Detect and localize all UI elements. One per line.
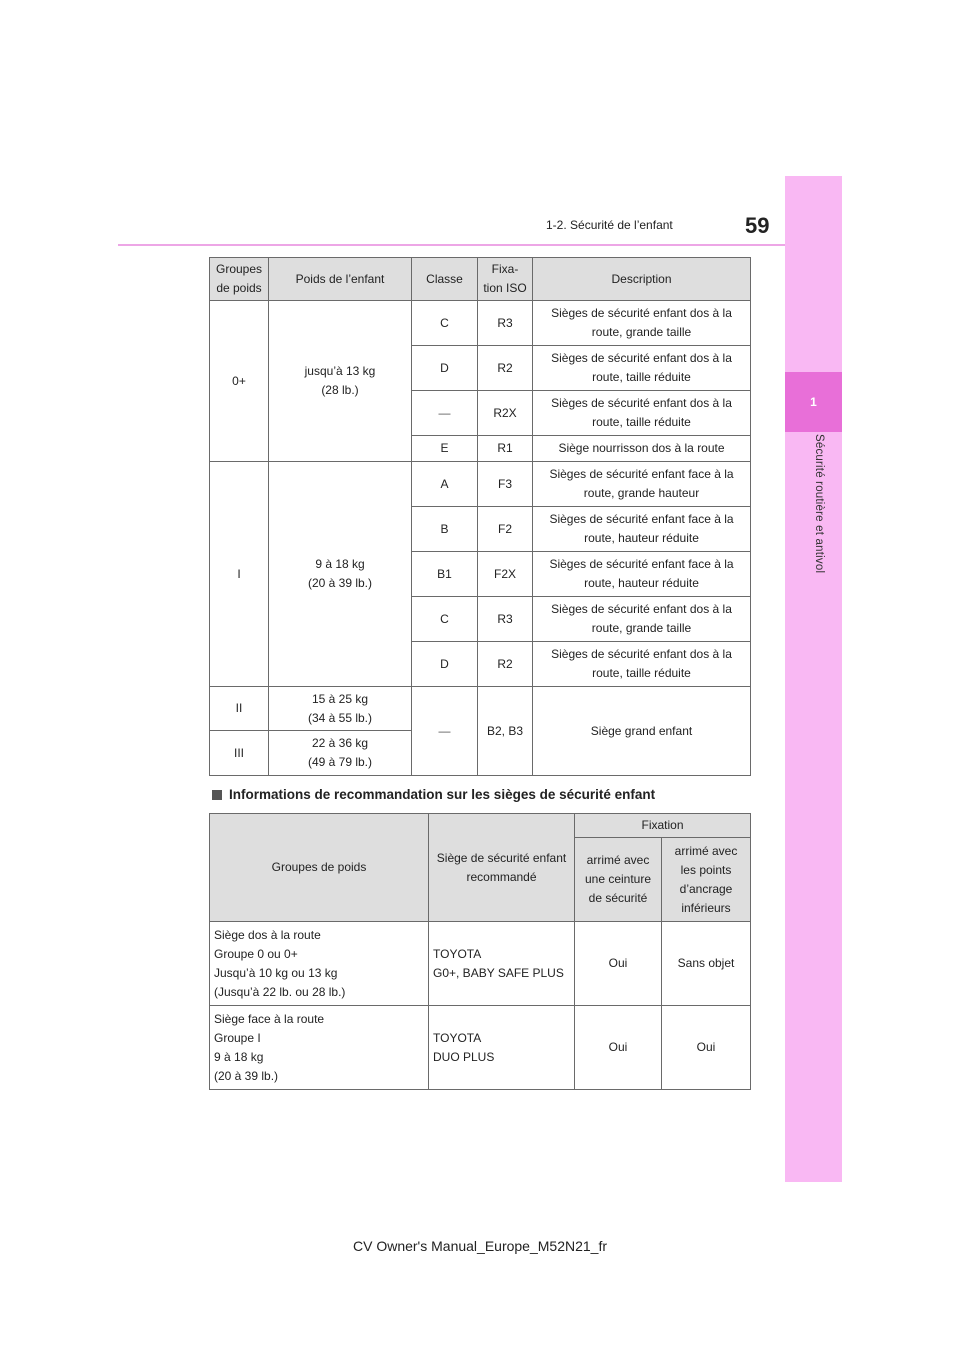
iso-cell: R2X	[478, 391, 533, 436]
table-row	[210, 301, 751, 346]
belt-cell: Oui	[575, 1006, 662, 1090]
table-row	[210, 687, 751, 731]
classe-cell: —	[412, 391, 478, 436]
chapter-number: 1	[810, 395, 817, 409]
chapter-title: Sécurité routière et antivol	[813, 434, 825, 574]
header-groupes: Groupes de poids	[210, 258, 269, 301]
seat-cell	[429, 1006, 575, 1090]
description-cell: Siège nourrisson dos à la route	[533, 436, 751, 462]
group-line: Jusqu’à 10 kg ou 13 kg	[214, 965, 338, 980]
classe-cell: —	[412, 687, 478, 776]
group-line: Groupe 0 ou 0+	[214, 946, 298, 961]
footer-text: CV Owner's Manual_Europe_M52N21_fr	[352, 1238, 608, 1254]
weight-cell: jusqu’à 13 kg (28 lb.)	[269, 301, 412, 462]
table-row	[210, 922, 751, 1006]
group-cell: 0+	[210, 301, 269, 462]
seat-line: DUO PLUS	[433, 1049, 495, 1064]
header-fixation: Fixation	[575, 814, 751, 838]
iso-cell: F3	[478, 462, 533, 507]
iso-cell: F2	[478, 507, 533, 552]
seat-line: TOYOTA	[433, 1030, 482, 1045]
group-cell: I	[210, 462, 269, 687]
description-cell: Sièges de sécurité enfant face à la route, hauteur réduite	[533, 507, 751, 552]
classe-cell: C	[412, 301, 478, 346]
header-fixation-iso: Fixa- tion ISO	[478, 258, 533, 301]
description-cell: Sièges de sécurité enfant face à la route, grande hauteur	[533, 462, 751, 507]
seat-line: G0+, BABY SAFE PLUS	[433, 965, 564, 980]
classe-cell: B1	[412, 552, 478, 597]
belt-cell: Oui	[575, 922, 662, 1006]
table-row	[210, 462, 751, 507]
group-cell: III	[210, 731, 269, 776]
description-cell: Sièges de sécurité enfant dos à la route, grande taille	[533, 301, 751, 346]
section-title	[212, 787, 655, 802]
square-bullet-icon	[212, 790, 222, 800]
group-cell	[210, 1006, 429, 1090]
group-line: Siège face à la route	[214, 1011, 325, 1026]
description-cell: Sièges de sécurité enfant face à la route, hauteur réduite	[533, 552, 751, 597]
iso-cell: R2	[478, 642, 533, 687]
table-row	[210, 1006, 751, 1090]
classe-cell: B	[412, 507, 478, 552]
chapter-sidebar	[785, 176, 842, 1182]
seat-cell	[429, 922, 575, 1006]
description-cell: Sièges de sécurité enfant dos à la route, taille réduite	[533, 391, 751, 436]
page-number: 59	[745, 213, 770, 238]
header-description: Description	[533, 258, 751, 301]
description-cell: Sièges de sécurité enfant dos à la route, taille réduite	[533, 642, 751, 687]
anchors-cell: Sans objet	[662, 922, 751, 1006]
header-rule	[118, 244, 785, 246]
recommendation-table	[209, 813, 751, 1090]
classe-cell: D	[412, 642, 478, 687]
header-siege-recommande: Siège de sécurité enfant recommandé	[429, 814, 575, 922]
group-line: Groupe I	[214, 1030, 261, 1045]
table-header-row	[210, 258, 751, 301]
table-header-row	[210, 814, 751, 838]
iso-cell: R1	[478, 436, 533, 462]
seat-line: TOYOTA	[433, 946, 482, 961]
weight-cell: 15 à 25 kg (34 à 55 lb.)	[269, 687, 412, 731]
group-line: Siège dos à la route	[214, 927, 321, 942]
section-header: 1-2. Sécurité de l’enfant	[546, 218, 673, 232]
header-ceinture: arrimé avec une ceinture de sécurité	[575, 838, 662, 922]
header-groupes-poids: Groupes de poids	[210, 814, 429, 922]
group-line: (Jusqu’à 22 lb. ou 28 lb.)	[214, 984, 346, 999]
group-line: 9 à 18 kg	[214, 1049, 264, 1064]
iso-cell: R3	[478, 301, 533, 346]
weight-cell: 9 à 18 kg (20 à 39 lb.)	[269, 462, 412, 687]
iso-cell: R2	[478, 346, 533, 391]
description-cell: Sièges de sécurité enfant dos à la route, taille réduite	[533, 346, 751, 391]
chapter-number-tab[interactable]	[785, 372, 842, 432]
iso-cell: R3	[478, 597, 533, 642]
anchors-cell: Oui	[662, 1006, 751, 1090]
description-cell: Siège grand enfant	[533, 687, 751, 776]
iso-cell: B2, B3	[478, 687, 533, 776]
classe-cell: A	[412, 462, 478, 507]
classe-cell: E	[412, 436, 478, 462]
header-classe: Classe	[412, 258, 478, 301]
header-ancrage: arrimé avec les points d’ancrage inférieurs	[662, 838, 751, 922]
classe-cell: D	[412, 346, 478, 391]
weight-cell: 22 à 36 kg (49 à 79 lb.)	[269, 731, 412, 776]
description-cell: Sièges de sécurité enfant dos à la route, grande taille	[533, 597, 751, 642]
section-title-text: Informations de recommandation sur les sièges de sécurité enfant	[229, 787, 656, 802]
iso-cell: F2X	[478, 552, 533, 597]
group-line: (20 à 39 lb.)	[214, 1068, 279, 1083]
group-cell: II	[210, 687, 269, 731]
header-poids: Poids de l’enfant	[269, 258, 412, 301]
classe-cell: C	[412, 597, 478, 642]
group-cell	[210, 922, 429, 1006]
iso-fix-size-table	[209, 257, 751, 776]
